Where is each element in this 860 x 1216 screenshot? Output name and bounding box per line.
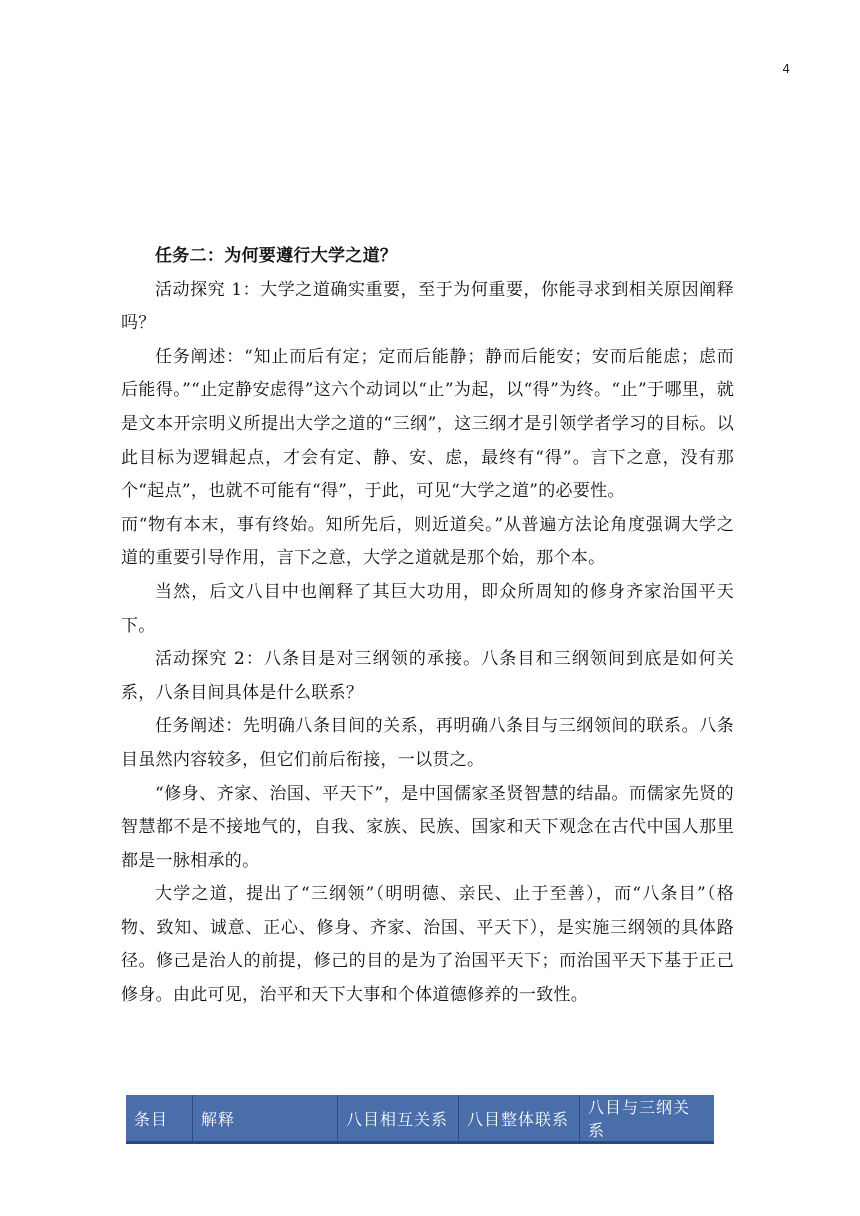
table-header-row [126,1095,714,1143]
paragraph-confucian-wisdom: “修身、齐家、治国、平天下”，是中国儒家圣贤智慧的结晶。而儒家先贤的智慧都不是不接地气的，自我、家族、民族、国家和天下观念在古代中国人那里都是一脉相承的。 [121,783,734,871]
column-header-overall-connection: 八目整体联系 [459,1095,580,1143]
paragraph-great-learning: 大学之道，提出了“三纲领”（明明德、亲民、止于至善），而“八条目”（格物、致知、诚意、正心、修身、齐家、治国、平天下），是实施三纲领的具体路径。修己是治人的前提，修己的目的是为了治国平天下；而治国平天下基于正己修身。由此可见，治平和天下大事和个体道德修养的一致性。 [121,884,734,1006]
section-heading: 任务二：为何要遵行大学之道？ [155,246,398,266]
paragraph-explanation-1: 任务阐述：“知止而后有定；定而后能静；静而后能安；安而后能虑；虑而后能得。”“止定静安虑得”这六个动词以“止”为起，以“得”为终。“止”于哪里，就是文本开宗明义所提出大学之道的“三纲”，这三纲才是引领学者学习的目标。以此目标为逻辑起点，才会有定、静、安、虑，最终有“得”。言下之意，没有那个“起点”，也就不可能有“得”，于此，可见“大学之道”的必要性。 [121,346,734,502]
items-table [126,1095,714,1144]
paragraph-explanation-2: 任务阐述：先明确八条目间的关系，再明确八条目与三纲领间的联系。八条目虽然内容较多，但它们前后衔接，一以贯之。 [121,716,734,770]
document-body [121,240,734,1013]
column-header-explanation: 解释 [193,1095,338,1143]
column-header-mutual-relation: 八目相互关系 [338,1095,459,1143]
paragraph-method: 而“物有本末，事有终始。知所先后，则近道矣。”从普遍方法论角度强调大学之道的重要引导作用，言下之意，大学之道就是那个始，那个本。 [121,514,734,569]
column-header-three-principles-relation: 八目与三纲关系 [580,1095,715,1143]
paragraph-activity-2: 活动探究 2：八条目是对三纲领的承接。八条目和三纲领间到底是如何关系，八条目间具体是什么联系？ [121,649,734,703]
column-header-item: 条目 [126,1095,193,1143]
paragraph-eight-items: 当然，后文八目中也阐释了其巨大功用，即众所周知的修身齐家治国平天下。 [121,581,734,636]
page-number: 4 [782,62,790,76]
paragraph-activity-1: 活动探究 1：大学之道确实重要，至于为何重要，你能寻求到相关原因阐释吗？ [121,279,734,334]
